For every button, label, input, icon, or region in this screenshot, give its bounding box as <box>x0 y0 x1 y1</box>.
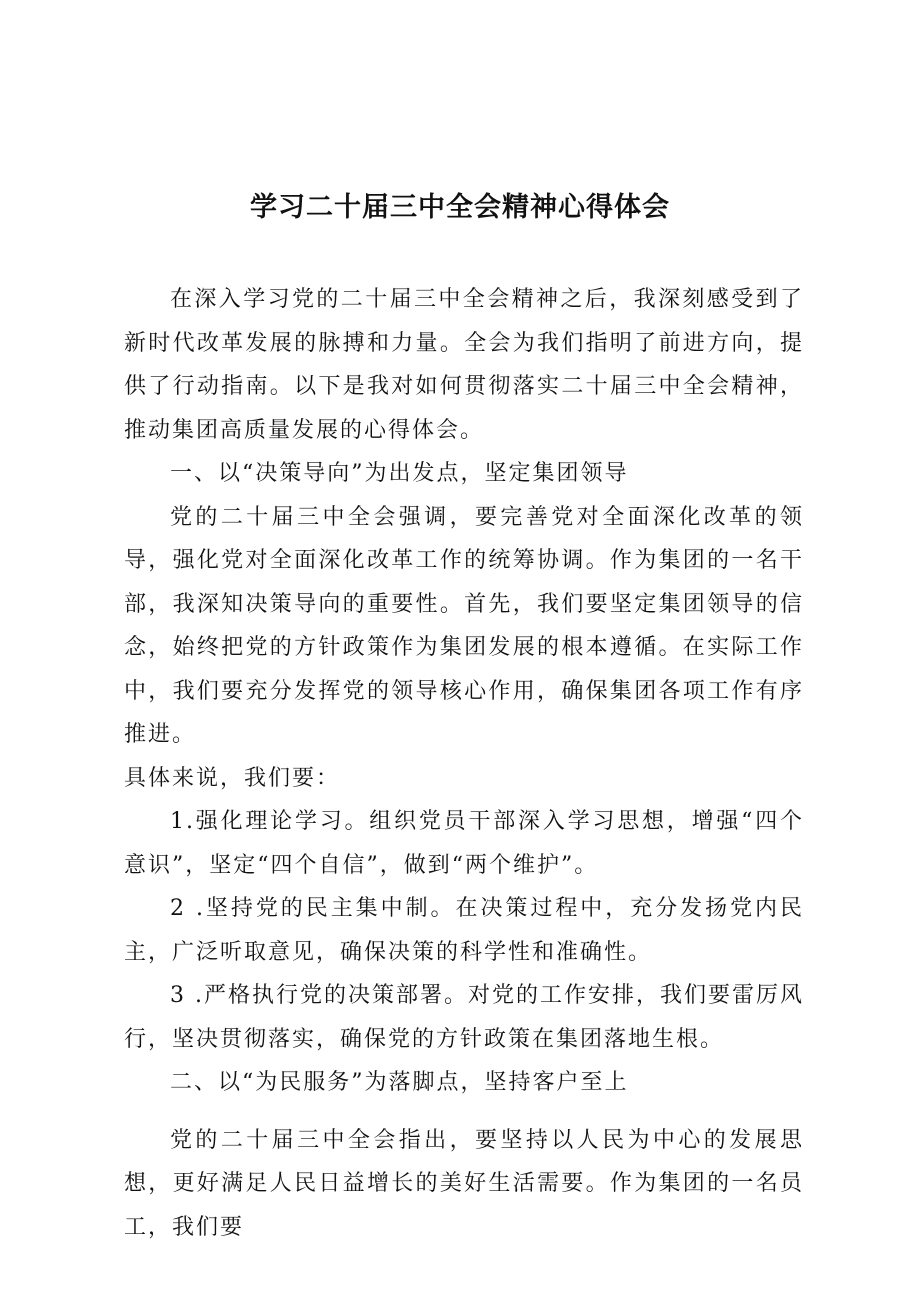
section-heading-2: 二、以“为民服务”为落脚点，坚持客户至上 <box>170 1070 629 1095</box>
section-heading-1: 一、以“决策导向”为出发点，坚定集团领导 <box>170 461 629 486</box>
intro-paragraph: 在深入学习党的二十届三中全会精神之后，我深刻感受到了新时代改革发展的脉搏和力量。全会为我们指明了前进方向，提供了行动指南。以下是我对如何贯彻落实二十届三中全会精神，推动集团高质量发展的心得体会。 <box>124 287 804 443</box>
section-2-paragraph: 党的二十届三中全会指出，要坚持以人民为中心的发展思想，更好满足人民日益增长的美好生活需要。作为集团的一名员工，我们要 <box>124 1127 804 1240</box>
list-item-2: 2 .坚持党的民主集中制。在决策过程中，充分发扬党内民主，广泛听取意见，确保决策的科学性和准确性。 <box>124 896 804 965</box>
document-body <box>124 278 804 1249</box>
section-1-paragraph: 党的二十届三中全会强调，要完善党对全面深化改革的领导，强化党对全面深化改革工作的统筹协调。作为集团的一名干部，我深知决策导向的重要性。首先，我们要坚定集团领导的信念，始终把党的方针政策作为集团发展的根本遵循。在实际工作中，我们要充分发挥党的领导核心作用，确保集团各项工作有序推进。 <box>124 504 804 747</box>
document-title: 学习二十届三中全会精神心得体会 <box>250 192 670 223</box>
list-item-1: 1.强化理论学习。组织党员干部深入学习思想，增强“四个意识”，坚定“四个自信”，做到“两个维护”。 <box>124 809 804 878</box>
list-item-3: 3 .严格执行党的决策部署。对党的工作安排，我们要雷厉风行，坚决贯彻落实，确保党的方针政策在集团落地生根。 <box>124 983 804 1052</box>
list-intro: 具体来说，我们要： <box>124 765 341 791</box>
